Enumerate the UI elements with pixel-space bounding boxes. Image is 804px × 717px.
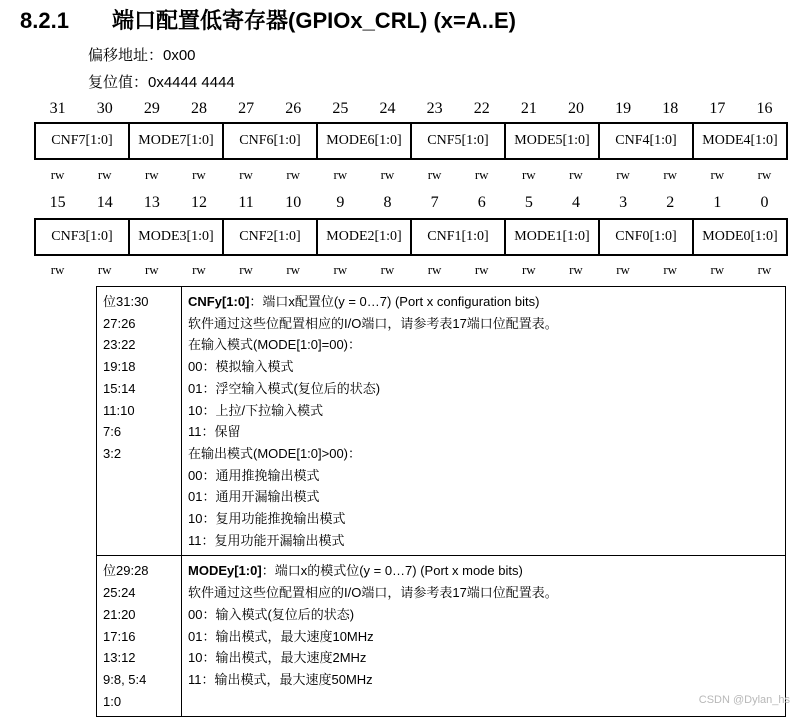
bit-number: 8 [383,194,392,211]
bit-number: 14 [96,194,113,211]
bit-number: 17 [709,100,726,117]
access-type: rw [569,262,583,277]
description-line: 00：模拟输入模式 [188,359,294,375]
description-line: 11：保留 [188,424,241,440]
access-type: rw [144,262,159,277]
access-type: rw [286,262,301,277]
access-type: rw [427,167,442,182]
bit-number: 2 [666,194,675,211]
bit-number: 30 [96,100,113,117]
register-field: CNF5[1:0] [410,122,506,160]
bit-number: 7 [430,194,439,211]
access-type: rw [380,167,395,182]
cnf-description [182,287,786,556]
register-field: MODE2[1:0] [316,218,412,256]
mode-title [188,560,779,582]
register-field: CNF1[1:0] [410,218,506,256]
bit-number: 25 [332,100,349,117]
bit-position: 23:22 [103,337,136,353]
bit-number: 15 [49,194,66,211]
cnf-description-row [97,287,786,556]
description-line: 00：输入模式(复位后的状态) [188,606,355,622]
bit-position: 位31:30 [103,294,149,309]
mode-bit-positions [97,556,182,717]
access-type: rw [239,262,253,277]
register-field: MODE3[1:0] [128,218,224,256]
bit-number: 3 [619,194,628,211]
lower-access-row [34,262,788,278]
description-line: 01：输出模式，最大速度10MHz [188,628,374,644]
description-line: 软件通过这些位配置相应的I/O端口，请参考表17端口位配置表。 [188,315,558,331]
register-field: MODE7[1:0] [128,122,224,160]
register-field: MODE5[1:0] [504,122,600,160]
bit-number: 13 [143,194,160,211]
bit-number: 26 [285,100,302,117]
section-heading [20,4,516,35]
register-field: MODE4[1:0] [692,122,788,160]
access-type: rw [474,262,489,277]
bit-number: 27 [238,100,255,117]
access-type: rw [569,167,583,182]
section-number: 8.2.1 [20,8,69,33]
access-type: rw [757,262,772,277]
bit-description-table [96,286,786,717]
description-line: 在输出模式(MODE[1:0]>00)： [188,445,362,461]
bit-position: 9:8, 5:4 [103,671,147,687]
bit-position: 15:14 [103,380,136,396]
bit-position: 25:24 [103,585,136,601]
bit-number: 24 [379,100,396,117]
mode-description [182,556,786,717]
register-field: CNF4[1:0] [598,122,694,160]
bit-number: 29 [143,100,160,117]
lower-bit-numbers [34,194,788,212]
upper-access-row [34,167,788,183]
access-type: rw [521,167,536,182]
description-line: 01：浮空输入模式(复位后的状态) [188,380,381,396]
lower-register-row [34,218,788,256]
bit-number: 9 [336,194,345,211]
description-line: 软件通过这些位配置相应的I/O端口，请参考表17端口位配置表。 [188,585,558,601]
bit-number: 19 [615,100,632,117]
bit-number: 0 [760,194,769,211]
access-type: rw [192,262,206,277]
description-line: 10：上拉/下拉输入模式 [188,402,324,418]
access-type: rw [192,167,206,182]
register-field: CNF7[1:0] [34,122,130,160]
access-type: rw [427,262,442,277]
register-field: CNF3[1:0] [34,218,130,256]
reset-value: 复位值：0x4444 4444 [88,74,235,91]
bit-number: 21 [520,100,537,117]
access-type: rw [97,167,112,182]
bit-number: 11 [238,194,254,211]
cnf-title [188,291,779,313]
description-line: 11：输出模式，最大速度50MHz [188,671,373,687]
mode-description-row [97,556,786,717]
access-type: rw [757,167,772,182]
access-type: rw [616,167,630,182]
cnf-title-text: ：端口x配置位(y = 0…7) (Port x configuration bits) [249,294,540,309]
bit-position: 位29:28 [103,563,149,579]
bit-position: 7:6 [103,424,122,440]
access-type: rw [50,167,65,182]
bit-number: 1 [713,194,722,211]
bit-number: 5 [524,194,533,211]
bit-number: 23 [426,100,443,117]
upper-register-row [34,122,788,160]
bit-number: 20 [567,100,584,117]
bit-number: 10 [285,194,302,211]
mode-field-name: MODEy[1:0] [188,563,262,579]
bit-position: 21:20 [103,606,136,622]
bit-number: 6 [477,194,486,211]
bit-number: 22 [473,100,490,117]
access-type: rw [380,262,395,277]
cnf-field-name: CNFy[1:0] [188,294,250,309]
access-type: rw [710,262,725,277]
register-field: CNF0[1:0] [598,218,694,256]
access-type: rw [710,167,725,182]
access-type: rw [239,167,253,182]
bit-position: 27:26 [103,315,136,331]
description-line: 00：通用推挽输出模式 [188,467,320,483]
bit-number: 12 [190,194,207,211]
access-type: rw [50,262,65,277]
bit-position: 1:0 [103,693,122,709]
bit-position: 3:2 [103,445,122,461]
bit-number: 28 [190,100,207,117]
access-type: rw [663,262,678,277]
description-line: 10：输出模式，最大速度2MHz [188,650,367,666]
access-type: rw [663,167,678,182]
bit-number: 16 [756,100,773,117]
register-field: MODE6[1:0] [316,122,412,160]
register-field: MODE1[1:0] [504,218,600,256]
bit-number: 31 [49,100,66,117]
access-type: rw [144,167,159,182]
access-type: rw [333,167,348,182]
cnf-bit-positions [97,287,182,556]
access-type: rw [521,262,536,277]
bit-number: 18 [662,100,679,117]
bit-position: 13:12 [103,650,136,666]
offset-address: 偏移地址：0x00 [88,47,196,64]
access-type: rw [616,262,630,277]
upper-bit-numbers [34,100,788,118]
description-line: 01：通用开漏输出模式 [188,489,320,505]
access-type: rw [97,262,112,277]
bit-number: 4 [571,194,580,211]
mode-title-text: ：端口x的模式位(y = 0…7) (Port x mode bits) [261,563,523,579]
bit-position: 19:18 [103,359,136,375]
access-type: rw [286,167,301,182]
register-field: MODE0[1:0] [692,218,788,256]
bit-position: 11:10 [103,402,135,418]
description-line: 11：复用功能开漏输出模式 [188,532,345,548]
description-line: 在输入模式(MODE[1:0]=00)： [188,337,362,353]
description-line: 10：复用功能推挽输出模式 [188,511,346,527]
access-type: rw [333,262,348,277]
bit-position: 17:16 [103,628,136,644]
watermark: CSDN @Dylan_hs [698,694,790,706]
section-title: 端口配置低寄存器(GPIOx_CRL) (x=A..E) [112,8,516,33]
register-field: CNF6[1:0] [222,122,318,160]
access-type: rw [474,167,489,182]
register-field: CNF2[1:0] [222,218,318,256]
